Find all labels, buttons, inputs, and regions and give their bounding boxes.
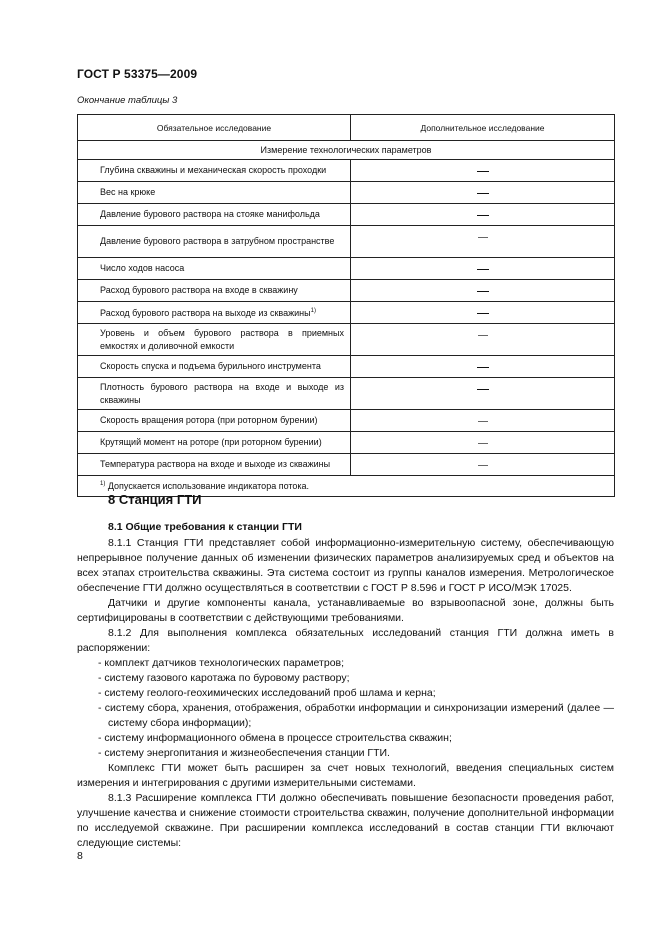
additional-cell [351, 226, 615, 258]
required-cell: Расход бурового раствора на входе в скважину [78, 280, 351, 302]
additional-cell [351, 182, 615, 204]
required-cell: Скорость спуска и подъема бурильного инструмента [78, 356, 351, 378]
paragraph: 8.1.2 Для выполнения комплекса обязательных исследований станция ГТИ должна иметь в распоряжении: [77, 627, 614, 654]
required-text: Расход бурового раствора на выходе из скважины [100, 308, 311, 318]
dash-mark [477, 171, 489, 172]
table-row [78, 280, 615, 302]
dash-mark [478, 237, 488, 238]
required-cell: Глубина скважины и механическая скорость проходки [78, 160, 351, 182]
dash-mark [477, 313, 489, 314]
additional-cell [351, 280, 615, 302]
footnote-mark: 1) [100, 481, 106, 487]
dash-mark [478, 335, 488, 336]
table-caption: Окончание таблицы 3 [77, 95, 178, 106]
dash-mark [477, 215, 489, 216]
dash-mark [477, 367, 489, 368]
table-row [78, 182, 615, 204]
list-item: - систему энергопитания и жизнеобеспечения станции ГТИ. [77, 746, 614, 761]
dash-mark [478, 421, 488, 422]
table-row [78, 454, 615, 476]
paragraph: 8.1.1 Станция ГТИ представляет собой информационно-измерительную систему, обеспечивающую непрерывное получение данных об изменении физических параметров анализируемых сред и объектов на всех этапах строительства скважины. Эта система состоит из группы каналов измерения. Метрологическое обеспечение ГТИ должно осуществляться в соответствии с ГОСТ Р 8.596 и ГОСТ Р ИСО/МЭК 17025. [77, 537, 614, 594]
additional-cell [351, 454, 615, 476]
required-cell: Давление бурового раствора в затрубном пространстве [78, 226, 351, 258]
table-group-row [78, 141, 615, 160]
document-id: ГОСТ Р 53375—2009 [77, 67, 198, 81]
required-cell: Скорость вращения ротора (при роторном бурении) [78, 410, 351, 432]
footnote-text: Допускается использование индикатора потока. [107, 481, 310, 491]
table-row [78, 356, 615, 378]
list-item: - систему сбора, хранения, отображения, обработки информации и синхронизации измерений (далее — систему сбора информации); [77, 701, 614, 731]
required-cell: Давление бурового раствора на стояке манифольда [78, 204, 351, 226]
table-row [78, 432, 615, 454]
table-row [78, 226, 615, 258]
page-number: 8 [77, 850, 83, 862]
table-row [78, 258, 615, 280]
additional-cell [351, 410, 615, 432]
table-row [78, 160, 615, 182]
required-cell: Число ходов насоса [78, 258, 351, 280]
required-cell: Плотность бурового раствора на входе и выходе из скважины [78, 378, 351, 410]
required-cell: Температура раствора на входе и выходе из скважины [78, 454, 351, 476]
footnote-ref: 1) [310, 308, 316, 314]
table-header-row [78, 115, 615, 141]
paragraph: 8.1.3 Расширение комплекса ГТИ должно обеспечивать повышение безопасности проведения работ, улучшение качества и снижение стоимости строительства скважин, получение дополнительной информации по исследуемой скважине. При расширении комплекса исследований в состав станции ГТИ включают следующие системы: [77, 792, 614, 849]
dash-mark [478, 443, 488, 444]
paragraph: Датчики и другие компоненты канала, устанавливаемые во взрывоопасной зоне, должны быть сертифицированы в соответствии с действующими требованиями. [77, 597, 614, 624]
additional-cell [351, 204, 615, 226]
paragraph: Комплекс ГТИ может быть расширен за счет новых технологий, введения специальных систем измерения и интегрирования с другими измерительными системами. [77, 762, 614, 789]
group-title: Измерение технологических параметров [78, 141, 615, 160]
list-item: - систему газового каротажа по буровому раствору; [77, 671, 614, 686]
additional-cell [351, 258, 615, 280]
additional-cell [351, 160, 615, 182]
required-cell [78, 302, 351, 324]
table-row [78, 324, 615, 356]
column-header-additional: Дополнительное исследование [351, 115, 615, 141]
dash-mark [477, 269, 489, 270]
additional-cell [351, 356, 615, 378]
column-header-required: Обязательное исследование [78, 115, 351, 141]
required-cell: Вес на крюке [78, 182, 351, 204]
section-title: 8 Станция ГТИ [108, 492, 202, 507]
research-table [77, 114, 615, 497]
dash-mark [477, 193, 489, 194]
required-cell: Крутящий момент на роторе (при роторном бурении) [78, 432, 351, 454]
required-cell: Уровень и объем бурового раствора в приемных емкостях и доливочной емкости [78, 324, 351, 356]
additional-cell [351, 324, 615, 356]
section-body [77, 536, 614, 851]
subsection-title: 8.1 Общие требования к станции ГТИ [108, 521, 302, 533]
dash-mark [478, 465, 488, 466]
additional-cell [351, 432, 615, 454]
table-row [78, 410, 615, 432]
table-row [78, 378, 615, 410]
dash-mark [477, 291, 489, 292]
additional-cell [351, 302, 615, 324]
requirements-list [77, 656, 614, 761]
table-row [78, 204, 615, 226]
dash-mark [477, 389, 489, 390]
list-item: - комплект датчиков технологических параметров; [77, 656, 614, 671]
list-item: - систему информационного обмена в процессе строительства скважин; [77, 731, 614, 746]
additional-cell [351, 378, 615, 410]
list-item: - систему геолого-геохимических исследований проб шлама и керна; [77, 686, 614, 701]
table-row [78, 302, 615, 324]
